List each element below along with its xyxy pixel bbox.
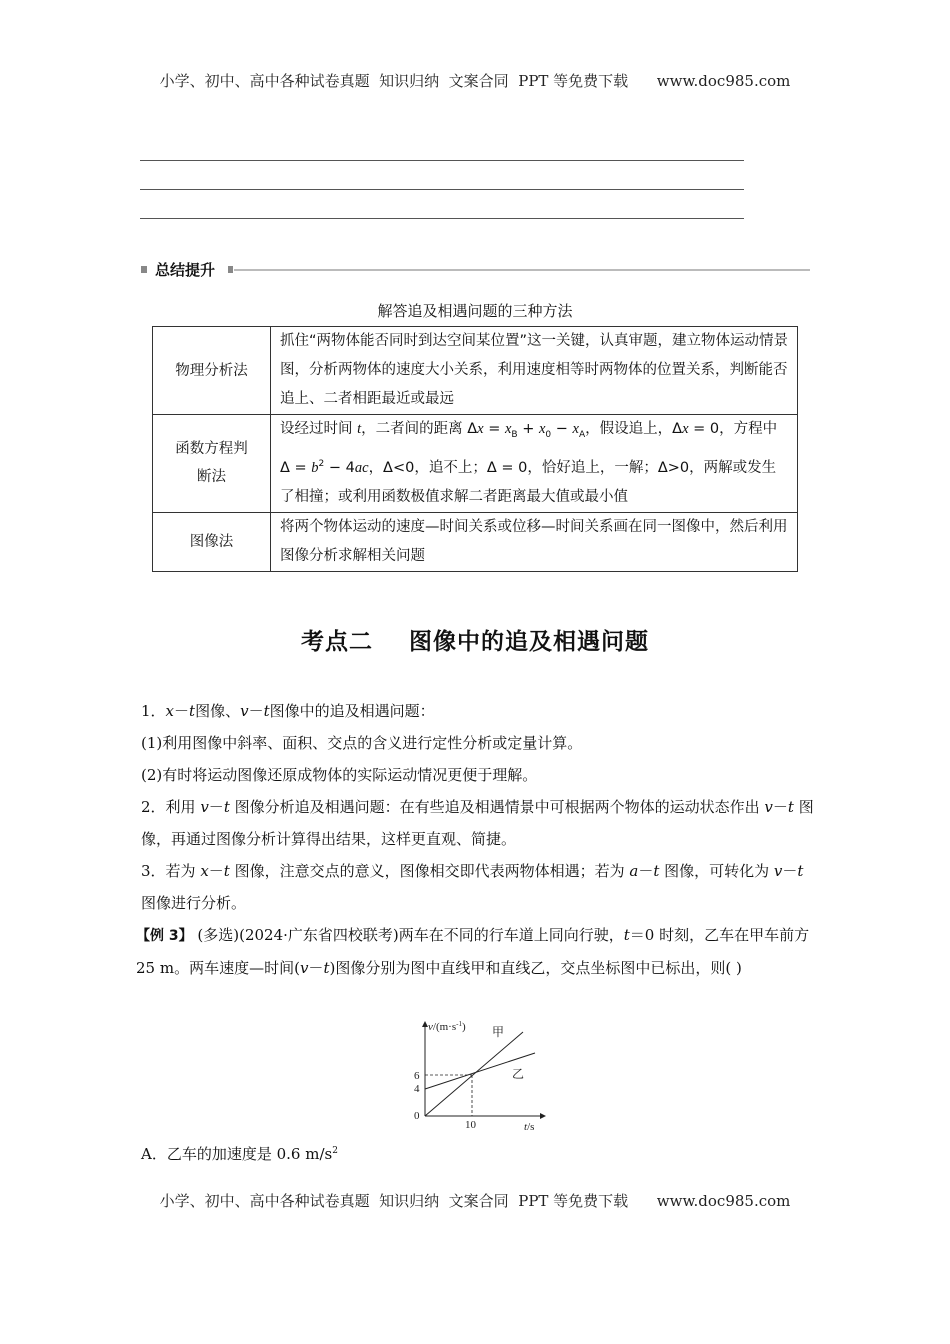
text: 图像分析追及相遇问题：在有些追及相遇情景中可根据两个物体的运动状态作出 — [229, 798, 765, 816]
var: v — [773, 862, 783, 880]
var: t — [189, 702, 196, 720]
section-heading: 考点二 图像中的追及相遇问题 — [300, 628, 650, 655]
var-ac: ac — [354, 459, 369, 476]
text: 2．利用 — [141, 798, 201, 816]
superscript: 2 — [332, 1146, 338, 1156]
var: t — [653, 862, 660, 880]
text: 1． — [141, 702, 166, 720]
text: 图像进行分析。 — [141, 894, 247, 912]
var: v — [240, 702, 249, 720]
subscript: 0 — [545, 429, 552, 440]
page-footer: 小学、初中、高中各种试卷真题 知识归纳 文案合同 PPT 等免费下载 www.doc985.com — [159, 1192, 791, 1210]
superscript: 2 — [318, 458, 325, 469]
text: ＝0 时刻，乙车在甲车前方 25 m。两车速度—时间( — [136, 926, 810, 977]
line-jia — [425, 1032, 523, 1116]
answer-line — [140, 189, 744, 190]
text: 图像，可转化为 — [659, 862, 774, 880]
option-label: A． — [141, 1145, 167, 1163]
example-question — [136, 919, 824, 984]
section-bullet-icon — [228, 266, 233, 273]
text: － — [248, 702, 264, 720]
method-description — [271, 415, 798, 513]
var: x — [200, 862, 209, 880]
table-row — [153, 415, 798, 513]
subscript: B — [511, 429, 518, 440]
answer-line — [140, 218, 744, 219]
var-x: x — [477, 421, 484, 437]
paragraph-item-2 — [141, 791, 821, 855]
text: 两车在不同的行车道上同向行驶， — [398, 926, 624, 944]
text: － — [782, 862, 798, 880]
var: x — [165, 702, 175, 720]
method-name — [153, 415, 271, 513]
var: a — [629, 862, 639, 880]
section-bullet-icon — [141, 266, 147, 273]
text: 图像中的追及相遇问题： — [269, 702, 435, 720]
var: v — [200, 798, 209, 816]
methods-table — [152, 326, 798, 572]
var-x: x — [682, 421, 689, 437]
method-name-text: 函数方程判断法 — [175, 441, 248, 486]
text: + — [517, 421, 539, 437]
text: ，二者间的距离 Δ — [361, 421, 478, 437]
paragraph-item-3 — [141, 855, 821, 919]
section-divider — [234, 269, 810, 271]
text: = — [483, 421, 505, 437]
var: t — [223, 862, 230, 880]
svg-text:4: 4 — [414, 1083, 420, 1095]
svg-text:0: 0 — [414, 1110, 420, 1122]
table-row — [153, 327, 798, 415]
section-title-summary: 总结提升 — [155, 261, 216, 279]
var-x: x — [504, 421, 512, 437]
text: 设经过时间 — [280, 421, 358, 437]
option-text: 乙车的加速度是 0.6 m/s — [166, 1145, 333, 1163]
var: t — [787, 798, 794, 816]
var: t — [263, 702, 270, 720]
answer-line — [140, 160, 744, 161]
example-label: 【例 3】 — [136, 928, 193, 944]
svg-text:t/s: t/s — [524, 1121, 535, 1133]
var: t — [797, 862, 804, 880]
var-x: x — [572, 421, 579, 437]
text: － — [208, 862, 224, 880]
text: )图像分别为图中直线甲和直线乙，交点坐标图中已标出，则( ) — [329, 959, 742, 977]
text: − — [551, 421, 573, 437]
var: t — [223, 798, 230, 816]
text: 图像，注意交点的意义，图像相交即代表两物体相遇；若为 — [229, 862, 630, 880]
svg-text:v/(m·s-1): $v/(m\cdot s^{-1})$ — [428, 1020, 466, 1033]
method-name: 物理分析法 — [153, 327, 271, 415]
subscript: A — [578, 429, 586, 440]
var-t: t — [357, 421, 362, 437]
text: － — [772, 798, 788, 816]
method-description: 将两个物体运动的速度—时间关系或位移—时间关系画在同一图像中，然后利用图像分析求解相关问题 — [271, 512, 798, 571]
page-header: 小学、初中、高中各种试卷真题 知识归纳 文案合同 PPT 等免费下载 www.doc985.com — [159, 72, 791, 90]
svg-text:6: 6 — [414, 1070, 420, 1082]
paragraph-item-1 — [141, 695, 821, 727]
text: － — [308, 959, 324, 977]
svg-text:甲: 甲 — [492, 1025, 505, 1039]
svg-text:乙: 乙 — [512, 1067, 525, 1081]
vt-chart — [405, 1018, 555, 1133]
var: v — [764, 798, 773, 816]
text: 图像，再通过图像分析计算得出结果，这样更直观、简捷。 — [141, 798, 814, 848]
var: v — [299, 959, 309, 977]
method-name: 图像法 — [153, 512, 271, 571]
text: 图像、 — [195, 702, 241, 720]
method-description: 抓住“两物体能否同时到达空间某位置”这一关键，认真审题，建立物体运动情景图，分析两物体的速度大小关系，利用速度相等时两物体的位置关系，判断能否追上、二者相距最近或最远 — [271, 327, 798, 415]
var-x: x — [538, 421, 546, 437]
var: t — [323, 959, 330, 977]
text: = 0，方程中 Δ = — [280, 421, 778, 476]
var: t — [623, 926, 630, 944]
text: － — [208, 798, 224, 816]
svg-text:10: 10 — [465, 1119, 476, 1131]
text: 3．若为 — [141, 862, 201, 880]
text: − 4 — [324, 459, 355, 476]
option-a — [141, 1143, 338, 1164]
text: － — [174, 702, 190, 720]
text: － — [638, 862, 654, 880]
example-source: (多选)(2024·广东省四校联考) — [192, 926, 399, 944]
paragraph-item-1a: (1)利用图像中斜率、面积、交点的含义进行定性分析或定量计算。 — [141, 734, 583, 752]
paragraph-item-1b: (2)有时将运动图像还原成物体的实际运动情况更便于理解。 — [141, 766, 538, 784]
var-b: b — [311, 459, 319, 476]
table-row — [153, 512, 798, 571]
text: ，Δ<0，追不上；Δ = 0，恰好追上，一解；Δ>0，两解或发生了相撞；或利用函数极值求解二者距离最大值或最小值 — [280, 459, 777, 505]
text: ，假设追上，Δ — [585, 421, 683, 437]
table-caption: 解答追及相遇问题的三种方法 — [377, 302, 573, 320]
